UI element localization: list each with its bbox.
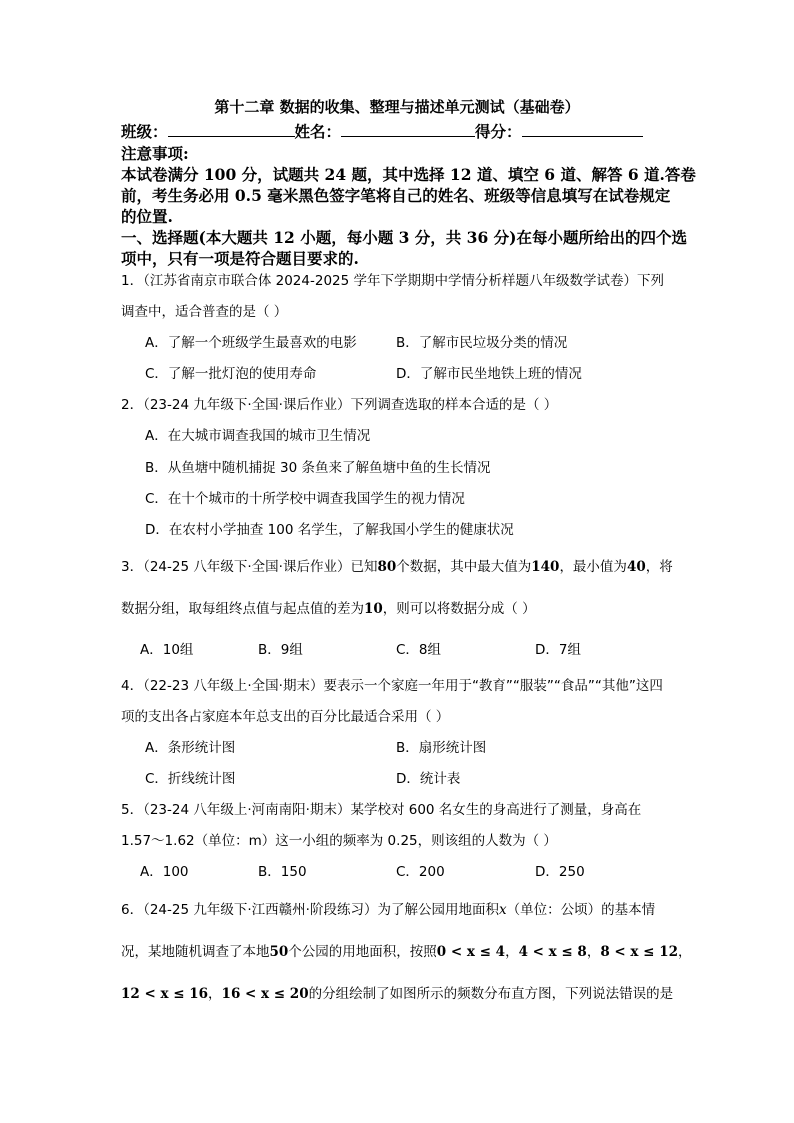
q4-option-b[interactable]: B．扇形统计图: [396, 740, 487, 756]
q3-stem-line-1: [121, 555, 673, 575]
notice-line-2: 前，考生务必用 0.5 毫米黑色签字笔将自己的姓名、班级等信息填写在试卷规定: [121, 186, 671, 205]
q5-stem-line-1: 5．（23-24 八年级上·河南南阳·期末）某学校对 600 名女生的身高进行了测量，身高在: [121, 802, 642, 818]
name-label: 姓名：: [294, 122, 342, 141]
q2-option-b[interactable]: B．从鱼塘中随机捕捉 30 条鱼来了解鱼塘中鱼的生长情况: [145, 460, 491, 476]
q3-text-d: ，将: [645, 559, 673, 575]
q5-option-b[interactable]: B．150: [258, 864, 307, 880]
q6-text-b: （单位：公顷）的基本情: [506, 902, 656, 918]
q3-text-c: ，最小值为: [559, 559, 627, 575]
q3-number-140: 140: [531, 559, 560, 575]
score-blank[interactable]: [522, 122, 643, 137]
q2-option-a[interactable]: A．在大城市调查我国的城市卫生情况: [145, 428, 371, 444]
q5-option-a[interactable]: A．100: [140, 864, 189, 880]
q4-stem-line-1: 4．（22-23 八年级上·全国·期末）要表示一个家庭一年用于“教育”“服装”“食品”“其他”这四: [121, 678, 663, 694]
q6-text-e: 的分组绘制了如图所示的频数分布直方图，下列说法错误的是: [308, 986, 674, 1002]
notice-line-1: 本试卷满分 100 分，试题共 24 题，其中选择 12 道、填空 6 道、解答 6 道.答卷: [121, 165, 696, 184]
q3-option-d[interactable]: D．7组: [535, 642, 581, 658]
q6-range-1: 0 < x ≤ 4: [436, 944, 506, 960]
q6-range-4: 12 < x ≤ 16: [121, 986, 209, 1002]
q5-stem-line-2: 1.57～1.62（单位：m）这一小组的频率为 0.25，则该组的人数为（ ）: [121, 833, 557, 849]
q3-text-e: 数据分组，取每组终点值与起点值的差为: [121, 601, 364, 617]
q6-separator-1: ，: [505, 944, 519, 960]
q5-option-c[interactable]: C．200: [396, 864, 445, 880]
student-info-row: [121, 120, 643, 142]
q2-stem: 2．（23-24 九年级下·全国·课后作业）下列调查选取的样本合适的是（ ）: [121, 397, 558, 413]
q5-option-d[interactable]: D．250: [535, 864, 585, 880]
q3-stem-line-2: [121, 597, 536, 617]
q6-variable-x: x: [498, 902, 507, 918]
q6-stem-line-1: [121, 898, 655, 918]
q6-range-3: 8 < x ≤ 12: [600, 944, 678, 960]
q6-stem-line-3: [121, 982, 673, 1002]
class-blank[interactable]: [168, 122, 295, 137]
q1-option-c[interactable]: C．了解一批灯泡的使用寿命: [145, 366, 317, 382]
q6-range-2: 4 < x ≤ 8: [518, 944, 587, 960]
q4-option-d[interactable]: D．统计表: [396, 771, 461, 787]
q3-option-c[interactable]: C．8组: [396, 642, 442, 658]
q2-option-c[interactable]: C．在十个城市的十所学校中调查我国学生的视力情况: [145, 491, 465, 507]
q1-option-a[interactable]: A．了解一个班级学生最喜欢的电影: [145, 335, 357, 351]
q3-text-b: 个数据，其中最大值为: [396, 559, 532, 575]
q4-option-a[interactable]: A．条形统计图: [145, 740, 236, 756]
score-label: 得分：: [475, 122, 522, 141]
notice-line-3: 的位置.: [121, 207, 173, 226]
q3-text-a: 3．（24-25 八年级下·全国·课后作业）已知: [121, 559, 378, 575]
q1-stem-line-2: 调查中，适合普查的是（ ）: [121, 304, 288, 320]
q6-range-5: 16 < x ≤ 20: [221, 986, 309, 1002]
q6-text-d: 个公园的用地面积，按照: [288, 944, 437, 960]
q6-separator-2: ，: [586, 944, 601, 960]
q4-option-c[interactable]: C．折线统计图: [145, 771, 236, 787]
q6-separator-4: ，: [208, 986, 222, 1002]
q6-stem-line-2: [121, 940, 691, 960]
q6-text-a: 6．（24-25 九年级下·江西赣州·阶段练习）为了解公园用地面积: [121, 902, 499, 918]
q2-option-d[interactable]: D．在农村小学抽查 100 名学生，了解我国小学生的健康状况: [145, 522, 514, 538]
page-title: 第十二章 数据的收集、整理与描述单元测试（基础卷）: [214, 98, 580, 116]
section-heading-line-1: 一、选择题(本大题共 12 小题，每小题 3 分，共 36 分)在每小题所给出的四个选: [121, 228, 687, 247]
notice-heading: 注意事项:: [121, 144, 189, 163]
q6-separator-3: ，: [677, 944, 692, 960]
q3-text-f: ，则可以将数据分成（ ）: [382, 601, 536, 617]
q3-number-10: 10: [364, 601, 383, 617]
name-blank[interactable]: [341, 122, 475, 137]
q3-option-a[interactable]: A．10组: [140, 642, 194, 658]
q6-number-50: 50: [269, 944, 289, 960]
q3-option-b[interactable]: B．9组: [258, 642, 303, 658]
q1-option-d[interactable]: D．了解市民坐地铁上班的情况: [396, 366, 582, 382]
q4-stem-line-2: 项的支出各占家庭本年总支出的百分比最适合采用（ ）: [121, 709, 450, 725]
class-label: 班级：: [121, 122, 168, 141]
q3-number-40: 40: [626, 559, 646, 575]
q1-option-b[interactable]: B．了解市民垃圾分类的情况: [396, 335, 568, 351]
section-heading-line-2: 项中，只有一项是符合题目要求的.: [121, 249, 359, 268]
q1-stem-line-1: 1．（江苏省南京市联合体 2024-2025 学年下学期期中学情分析样题八年级数学试卷）下列: [121, 273, 665, 289]
q6-text-c: 况，某地随机调查了本地: [121, 944, 270, 960]
q3-number-80: 80: [377, 559, 397, 575]
